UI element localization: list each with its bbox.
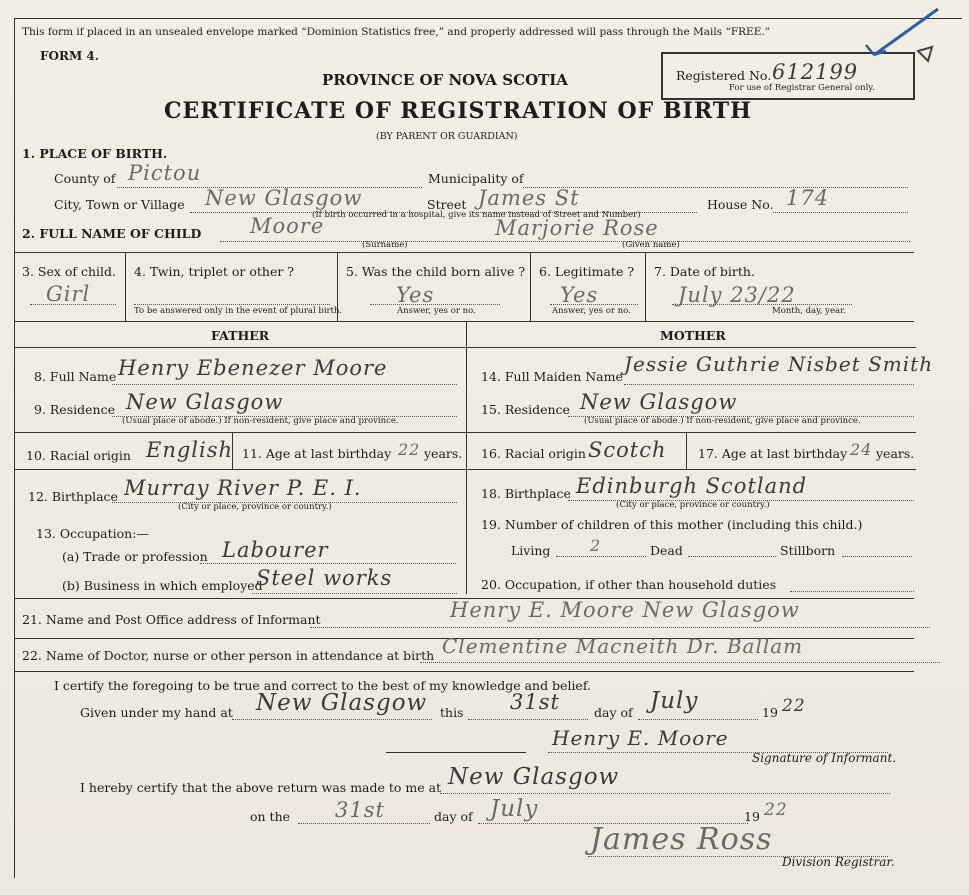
county-value: Pictou <box>128 161 202 185</box>
father-age: 22 <box>398 440 421 459</box>
father-occupation-label: 13. Occupation:— <box>36 526 149 541</box>
mother-age-label: 17. Age at last birthday <box>698 446 848 461</box>
mother-residence-label: 15. Residence <box>481 402 570 417</box>
mother-racial-divider <box>686 432 687 469</box>
given-day: 31st <box>510 690 560 714</box>
dead-line <box>688 556 776 557</box>
father-business-line <box>252 593 457 594</box>
father-header-line <box>14 347 466 348</box>
date-line <box>672 304 852 305</box>
father-birthplace: Murray River P. E. I. <box>124 476 362 500</box>
father-racial-top <box>14 432 466 433</box>
place-heading: 1. PLACE OF BIRTH. <box>22 146 168 161</box>
mother-name-label: 14. Full Maiden Name <box>481 369 623 384</box>
father-racial-bottom <box>14 469 466 470</box>
child-name-line <box>220 241 910 242</box>
legit-line <box>550 304 638 305</box>
father-birthplace-note: (City or place, province or country.) <box>178 502 332 512</box>
return-month: July <box>490 796 539 822</box>
street-value: James St <box>478 186 580 210</box>
living-label: Living <box>511 543 551 558</box>
legit-label: 6. Legitimate ? <box>539 264 635 279</box>
given-caption: (Given name) <box>622 240 680 250</box>
county-label: County of <box>54 171 116 186</box>
father-trade: Labourer <box>222 538 329 562</box>
mother-racial-label: 16. Racial origin <box>481 446 586 461</box>
this-label: this <box>440 705 464 720</box>
sex-label: 3. Sex of child. <box>22 264 117 279</box>
page-title: CERTIFICATE OF REGISTRATION OF BIRTH <box>164 98 752 124</box>
mother-residence-note: (Usual place of abode.) If non-resident, give place and province. <box>584 416 861 426</box>
mother-birthplace-label: 18. Birthplace <box>481 486 571 501</box>
parents-divider <box>466 321 467 594</box>
stillborn-label: Stillborn <box>780 543 836 558</box>
living-value: 2 <box>590 536 602 555</box>
certify-statement: I certify the foregoing to be true and correct to the best of my knowledge and belief. <box>54 678 591 693</box>
date-note: Month, day, year. <box>772 306 846 316</box>
mother-occupation-label: 20. Occupation, if other than household duties <box>481 577 777 592</box>
grid-col-3 <box>530 252 531 321</box>
twin-line <box>134 304 330 305</box>
father-name-line <box>112 384 457 385</box>
return-label: I hereby certify that the above return was made to me at <box>80 780 442 795</box>
mother-residence: New Glasgow <box>580 390 738 414</box>
day-line <box>468 719 588 720</box>
father-racial-label: 10. Racial origin <box>26 448 131 463</box>
on-the-label: on the <box>250 809 291 824</box>
municipality-line <box>523 187 908 188</box>
mother-heading: MOTHER <box>660 328 726 343</box>
legit-value: Yes <box>560 283 599 307</box>
doctor-value: Clementine Macneith Dr. Ballam <box>442 634 804 658</box>
mother-age: 24 <box>850 440 873 459</box>
father-trade-label: (a) Trade or profession <box>62 549 208 564</box>
mother-racial-top <box>466 432 916 433</box>
province-heading: PROVINCE OF NOVA SCOTIA <box>322 71 568 89</box>
father-residence-label: 9. Residence <box>34 402 115 417</box>
day2-line <box>298 823 430 824</box>
mother-racial: Scotch <box>588 438 667 462</box>
given-place-line <box>232 719 432 720</box>
twin-label: 4. Twin, triplet or other ? <box>134 264 294 279</box>
city-value: New Glasgow <box>205 186 363 210</box>
child-given-name: Marjorie Rose <box>495 216 659 240</box>
house-label: House No. <box>707 197 774 212</box>
alive-line <box>370 304 500 305</box>
legit-note: Answer, yes or no. <box>552 306 631 316</box>
child-name-label: 2. FULL NAME OF CHILD <box>22 226 202 241</box>
given-under-label: Given under my hand at <box>80 705 233 720</box>
year2-prefix: 19 <box>744 809 760 824</box>
hospital-note: (If birth occurred in a hospital, give its name instead of Street and Number) <box>312 210 641 220</box>
row-divider-top <box>14 252 914 253</box>
return-day: 31st <box>335 798 385 822</box>
date-label: 7. Date of birth. <box>654 264 755 279</box>
signature-rule-short <box>386 752 526 753</box>
page-subtitle: (BY PARENT OR GUARDIAN) <box>376 131 518 142</box>
father-heading: FATHER <box>211 328 270 343</box>
grid-col-1 <box>125 252 126 321</box>
twin-note: To be answered only in the event of plural birth. <box>134 306 343 316</box>
father-racial: English <box>146 438 234 462</box>
mother-header-line <box>466 347 916 348</box>
father-name: Henry Ebenezer Moore <box>118 356 388 380</box>
alive-value: Yes <box>396 283 435 307</box>
father-residence: New Glasgow <box>126 390 284 414</box>
grid-col-4 <box>645 252 646 321</box>
father-business: Steel works <box>256 566 393 590</box>
blue-check-icon <box>860 5 950 85</box>
stillborn-line <box>842 556 912 557</box>
house-line <box>773 212 908 213</box>
father-trade-line <box>200 563 456 564</box>
mother-years: years. <box>876 446 915 461</box>
registrar-note: For use of Registrar General only. <box>729 83 875 93</box>
dead-label: Dead <box>650 543 683 558</box>
alive-note: Answer, yes or no. <box>397 306 476 316</box>
father-name-label: 8. Full Name <box>34 369 117 384</box>
father-birthplace-label: 12. Birthplace <box>28 489 118 504</box>
form-number: FORM 4. <box>40 49 99 63</box>
return-year: 22 <box>764 800 788 820</box>
year-prefix: 19 <box>762 705 778 720</box>
doctor-line <box>420 662 940 663</box>
alive-label: 5. Was the child born alive ? <box>346 264 526 279</box>
given-year: 22 <box>782 696 806 716</box>
street-label: Street <box>427 197 467 212</box>
given-month: July <box>650 688 699 714</box>
top-border <box>14 18 962 19</box>
certify-top <box>14 671 914 672</box>
doctor-label: 22. Name of Doctor, nurse or other person in attendance at birth <box>22 648 435 663</box>
given-place: New Glasgow <box>256 690 428 716</box>
informant-label: 21. Name and Post Office address of Informant <box>22 612 321 627</box>
father-business-label: (b) Business in which employed <box>62 578 263 593</box>
living-line <box>556 556 646 557</box>
municipality-label: Municipality of <box>428 171 524 186</box>
mother-birthplace: Edinburgh Scotland <box>576 474 808 498</box>
mother-name-line <box>624 384 914 385</box>
month-line <box>638 719 758 720</box>
signature-caption: Signature of Informant. <box>752 751 897 765</box>
mother-racial-bottom <box>466 469 916 470</box>
row-divider-bottom <box>14 321 914 322</box>
return-place-line <box>440 793 890 794</box>
registrar-signature: James Ross <box>590 822 773 857</box>
mailing-notice: This form if placed in an unsealed envelope marked “Dominion Statistics free,” and properly addressed will pass through the Mails “FREE.” <box>22 26 771 38</box>
informant-value: Henry E. Moore New Glasgow <box>450 598 800 622</box>
informant-line <box>310 627 930 628</box>
left-border <box>14 18 15 878</box>
child-surname: Moore <box>250 214 325 238</box>
date-value: July 23/22 <box>678 283 796 307</box>
surname-caption: (Surname) <box>362 240 408 250</box>
father-residence-note: (Usual place of abode.) If non-resident, give place and province. <box>122 416 399 426</box>
registered-label: Registered No. <box>676 68 772 83</box>
house-value: 174 <box>786 186 830 210</box>
children-label: 19. Number of children of this mother (including this child.) <box>481 517 863 532</box>
return-place: New Glasgow <box>448 764 620 790</box>
sex-value: Girl <box>46 282 91 306</box>
city-label: City, Town or Village <box>54 197 185 212</box>
registered-number: 612199 <box>772 60 859 84</box>
informant-signature: Henry E. Moore <box>552 726 729 750</box>
mother-name: Jessie Guthrie Nisbet Smith <box>624 352 934 376</box>
mother-birthplace-note: (City or place, province or country.) <box>616 500 770 510</box>
father-age-label: 11. Age at last birthday <box>242 446 392 461</box>
sex-line <box>30 304 116 305</box>
registrar-caption: Division Registrar. <box>782 855 895 869</box>
day-of-label: day of <box>594 705 633 720</box>
father-years: years. <box>424 446 463 461</box>
day2-of-label: day of <box>434 809 473 824</box>
mother-occupation-line <box>790 591 914 592</box>
